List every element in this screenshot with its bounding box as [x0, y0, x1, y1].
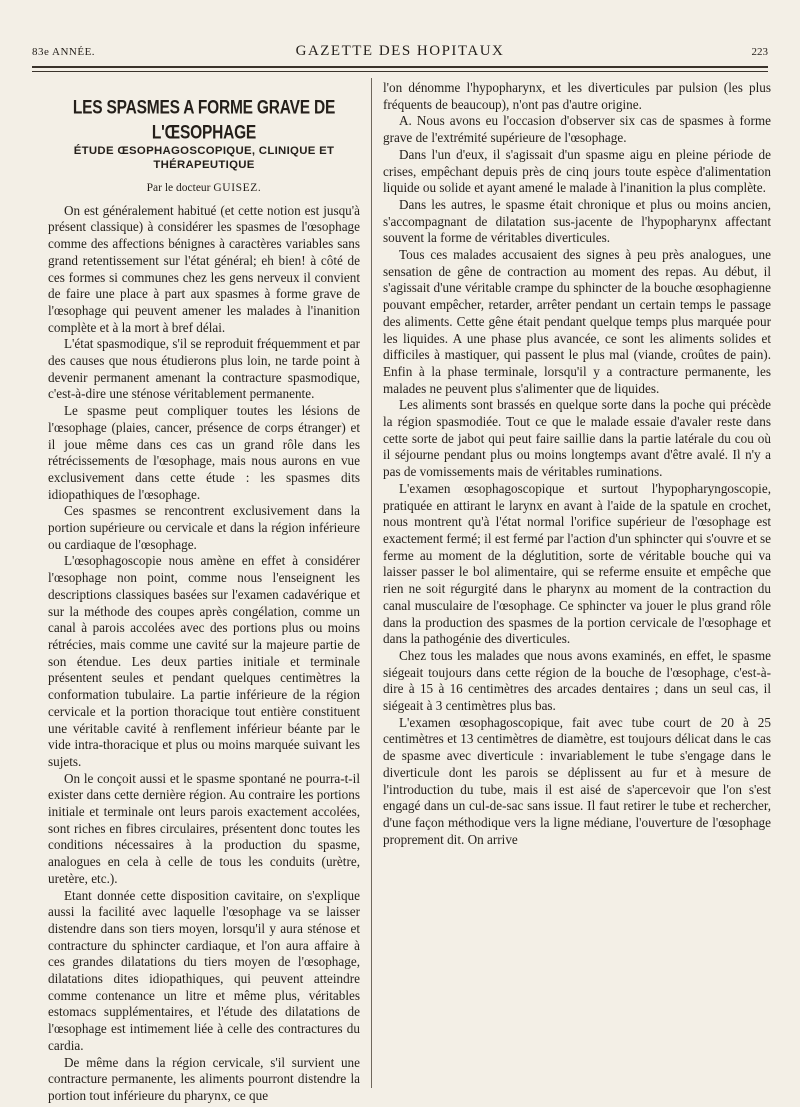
paragraph: L'état spasmodique, s'il se reproduit fréquemment et par des causes que nous étudierons plus loin, ne tarde point à devenir permanent amenant la contracture spasmodique, c'est-à-dire une sténose véritablement permanente. [48, 336, 360, 402]
paragraph: Les aliments sont brassés en quelque sorte dans la poche qui précède la région spasmodiée. Tout ce que le malade essaie d'avaler reste dans cette sorte de jabot qui peut faire saillie dans la partie latérale du cou où il séjourne pendant plus ou moins longtemps avant d'être avalé. Il n'y a pas de vomissements mais de véritables ruminations. [383, 397, 771, 480]
page-number: 223 [751, 46, 768, 58]
paragraph: De même dans la région cervicale, s'il survient une contracture permanente, les aliments pourront distendre la portion tout inférieure du pharynx, ce que [48, 1054, 360, 1103]
page-header [32, 40, 768, 62]
article-title: LES SPASMES A FORME GRAVE DE L'ŒSOPHAGE [72, 97, 336, 144]
paragraph: Chez tous les malades que nous avons examinés, en effet, le spasme siégeait toujours dans cette région de la bouche de l'œsophage, c'est-à-dire à 15 à 16 centimètres des arcades dentaires ; dans un seul cas, il siégeait à 3 centimètres plus bas. [383, 647, 771, 714]
paragraph: L'examen œsophagoscopique, fait avec tube court de 20 à 25 centimètres et 13 centimètres de diamètre, est toujours délicat dans le cas de spasme avec diverticule : invariablement le tube s'engage dans le diverticule dont les parois se déplissent au fur et à mesure de l'introduction du tube, mais il est aisé de s'apercevoir que l'on s'est engagé dans un cul-de-sac sans issue. Il faut retirer le tube et rechercher, d'une façon méthodique vers la ligne médiane, l'ouverture de l'œsophage proprement dit. On arrive [383, 714, 771, 847]
paragraph: On est généralement habitué (et cette notion est jusqu'à présent classique) à considérer les spasmes de l'œsophage comme des affections bénignes à caractères variables sans grand retentissement sur l'état général; eh bien! à côté de ces formes si communes chez les gens nerveux il convient de faire une place à part aux spasmes à forme grave de l'œsophage qui peuvent amener les malades à l'inanition complète et à la mort à bref délai. [48, 202, 360, 335]
right-column [383, 80, 771, 848]
paragraph: Tous ces malades accusaient des signes à peu près analogues, une sensation de gêne de contraction au moment des repas. Au début, il s'agissait d'une véritable crampe du sphincter de la bouche œsophagienne pouvant empêcher, retarder, arrêter pendant un certain temps le passage des aliments. Cette gêne était pendant quelque temps plus marquée pour les liquides. A une phase plus avancée, ce sont les aliments solides et difficiles à mastiquer, qui passent le plus mal (viande, croûtes de pain). Enfin à la phase terminale, lorsqu'il y a contracture permanente, les malades ne peuvent plus s'alimenter que de liquides. [383, 247, 771, 396]
header-rule-thick [32, 66, 768, 68]
column-divider [371, 78, 372, 1088]
journal-title: GAZETTE DES HOPITAUX [295, 43, 505, 59]
paragraph: l'on dénomme l'hypopharynx, et les diverticules par pulsion (les plus fréquents de beaucoup), n'ont pas d'autre origine. [383, 80, 771, 112]
article-subtitle: ÉTUDE ŒSOPHAGOSCOPIQUE, CLINIQUE ET THÉRAPEUTIQUE [73, 145, 335, 171]
paragraph: L'examen œsophagoscopique et surtout l'hypopharyngoscopie, pratiquée en attirant le larynx en avant à l'aide de la spatule en crochet, nous montrent qu'à l'état normal l'orifice supérieur de l'œsophage est exactement fermé; il est fermé par l'action d'un sphincter qui s'ouvre et se ferme au moment de la déglutition, sorte de véritable bouche qui va laisser passer le bol alimentaire, qui se referme ensuite et empêche que rien ne soit régurgité dans le pharynx au moment de la contraction du canal musculaire de l'œsophage. Ce sphincter va jouer le plus grand rôle dans la production des spasmes de la portion cervicale de l'œsophage et dans la pathogénie des diverticules. [383, 480, 771, 647]
left-column [48, 82, 360, 1105]
paragraph: Dans l'un d'eux, il s'agissait d'un spasme aigu en pleine période de crises, empêchant depuis près de cinq jours toute espèce d'alimentation liquide ou solide et ayant amené le malade à l'inanition la plus complète. [383, 146, 771, 196]
paragraph: A. Nous avons eu l'occasion d'observer six cas de spasmes à forme grave de l'extrémité supérieure de l'œsophage. [383, 113, 771, 146]
paragraph: On le conçoit aussi et le spasme spontané ne pourra-t-il exister dans cette dernière région. Au contraire les portions initiale et terminale ont leurs parois exactement accolées, sont riches en fibres circulaires, présentent donc toutes les conditions nécessaires à la production du spasme, analogues en cela à celle de tous les conduits (urètre, uretère, etc.). [48, 770, 360, 886]
header-rule-thin [32, 71, 768, 72]
article-author [48, 180, 360, 197]
author-prefix: Par le docteur [146, 182, 211, 194]
paragraph: Le spasme peut compliquer toutes les lésions de l'œsophage (plaies, cancer, présence de corps étranger) et il joue même dans ces cas un grand rôle dans les rétrécissements de l'œsophage, mais nous aurons en vue exclusivement dans cette étude : les spasmes dits idiopathiques de l'œsophage. [48, 403, 360, 502]
issue-year: 83e ANNÉE. [32, 46, 96, 58]
author-name: GUISEZ. [213, 182, 262, 194]
paragraph: Etant donnée cette disposition cavitaire, on s'explique aussi la facilité avec laquelle l'œsophage va se laisser distendre dans son tiers moyen, lorsqu'il y aura sténose et contracture du sphincter cardiaque, et l'on aura affaire à ces grandes dilatations du tiers moyen de l'œsophage, dilatations dites idiopathiques, qui peuvent atteindre comme contenance un litre et même plus, véritables estomacs supplémentaires, et l'étude des dilatations de l'œsophage est intimement liée à celle des contractures du cardia. [48, 887, 360, 1053]
paragraph: Ces spasmes se rencontrent exclusivement dans la portion supérieure ou cervicale et dans la région inférieure ou cardiaque de l'œsophage. [48, 503, 360, 552]
paragraph: Dans les autres, le spasme était chronique et plus ou moins ancien, s'accompagnant de dilatation sus-jacente de l'hypopharynx affectant souvent la forme de véritables diverticules. [383, 196, 771, 246]
paragraph: L'œsophagoscopie nous amène en effet à considérer l'œsophage non point, comme nous l'enseignent les descriptions classiques basées sur l'examen cadavérique et sur la méthode des coupes après congélation, comme un canal à parois accolées avec des portions plus ou moins rétrécies, mais comme une cavité sur la majeure partie de son étendue. Les deux parties initiale et terminale présentent seules et pendant quelques centimètres la conformation tubulaire. La partie inférieure de la région cervicale et la portion thoracique tout entière constituent une véritable cavité à renflement inférieur béante par le vide intra-thoracique et plus ou moins marquée suivant les sujets. [48, 553, 360, 769]
